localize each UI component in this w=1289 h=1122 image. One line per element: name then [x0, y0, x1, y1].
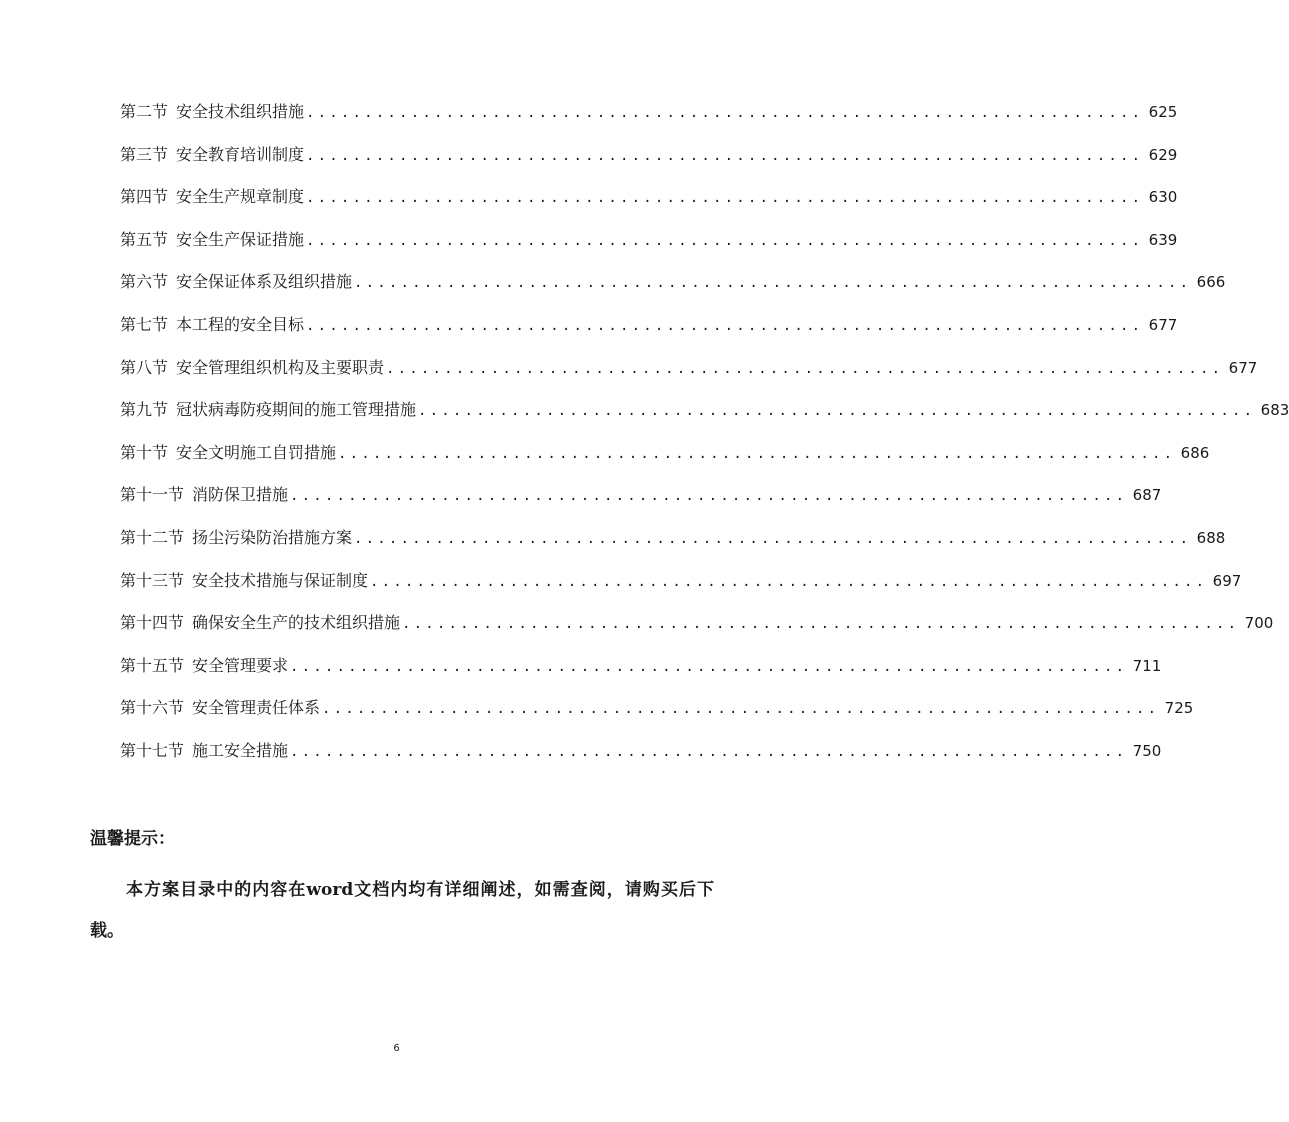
toc-entry[interactable]: [120, 140, 1178, 183]
toc-section-number: 第十三节: [120, 570, 185, 590]
tip-heading: 温馨提示：: [90, 829, 175, 849]
toc-leader-dots: ........................................................................: [306, 105, 1144, 121]
toc-leader-dots: ........................................................................: [338, 445, 1176, 462]
toc-entry[interactable]: [120, 608, 1274, 651]
toc-title: 安全管理要求: [192, 655, 289, 675]
toc-title: 确保安全生产的技术组织措施: [192, 613, 401, 633]
toc-page-number: 700: [1244, 614, 1274, 633]
toc-page-number: 666: [1196, 273, 1226, 292]
toc-title: 安全生产规章制度: [176, 187, 305, 207]
toc-page-number: 629: [1148, 145, 1178, 164]
toc-entry[interactable]: [120, 693, 1194, 736]
toc-page-number: 630: [1148, 188, 1178, 207]
page-number: 6: [393, 1043, 400, 1054]
toc-title: 安全技术组织措施: [176, 102, 305, 121]
toc-title: 安全管理组织机构及主要职责: [176, 357, 385, 377]
toc-entry[interactable]: [120, 97, 1178, 140]
toc-page-number: 725: [1164, 699, 1194, 718]
toc-section-number: 第十一节: [120, 485, 185, 505]
toc-page-number: 711: [1132, 656, 1162, 675]
toc-leader-dots: ........................................................................: [354, 530, 1192, 547]
toc-section-number: 第十五节: [120, 655, 185, 675]
toc-page-number: 688: [1196, 528, 1226, 547]
toc-entry[interactable]: [120, 480, 1162, 523]
toc-page-number: 625: [1148, 103, 1178, 121]
toc-section-number: 第八节: [120, 357, 169, 377]
toc-leader-dots: ........................................................................: [322, 701, 1160, 718]
toc-section-number: 第二节: [120, 102, 169, 121]
toc-entry[interactable]: [120, 651, 1162, 694]
toc-leader-dots: ........................................................................: [386, 360, 1224, 377]
toc-leader-dots: ........................................................................: [306, 317, 1144, 334]
toc-entry[interactable]: [120, 267, 1226, 310]
toc-leader-dots: ........................................................................: [306, 232, 1144, 249]
toc-title: 消防保卫措施: [192, 485, 289, 505]
toc-page-number: 683: [1260, 401, 1289, 420]
toc-page-number: 687: [1132, 486, 1162, 505]
toc-section-number: 第十六节: [120, 698, 185, 718]
toc-title: 施工安全措施: [192, 740, 289, 760]
toc-entry[interactable]: [120, 566, 1242, 609]
toc-leader-dots: ........................................................................: [418, 403, 1256, 420]
toc-title: 安全管理责任体系: [192, 698, 321, 718]
toc-leader-dots: ........................................................................: [290, 488, 1128, 505]
toc-title: 安全文明施工自罚措施: [176, 442, 337, 462]
toc-entry[interactable]: [120, 523, 1226, 566]
toc-section-number: 第五节: [120, 229, 169, 249]
toc-entry[interactable]: [120, 438, 1210, 481]
toc-leader-dots: ........................................................................: [370, 573, 1208, 590]
toc-section-number: 第四节: [120, 187, 169, 207]
toc-title: 本工程的安全目标: [176, 314, 305, 334]
toc-title: 安全保证体系及组织措施: [176, 272, 353, 292]
toc-section-number: 第三节: [120, 144, 169, 164]
toc-leader-dots: ........................................................................: [354, 275, 1192, 292]
tip-body: 本方案目录中的内容在word文档内均有详细阐述，如需查阅，请购买后下载。: [90, 880, 714, 941]
toc-leader-dots: ........................................................................: [290, 743, 1128, 760]
toc-entry[interactable]: [120, 225, 1178, 268]
toc-page-number: 686: [1180, 443, 1210, 462]
toc-title: 安全生产保证措施: [176, 229, 305, 249]
toc-section-number: 第十七节: [120, 740, 185, 760]
toc-page-number: 677: [1148, 315, 1178, 334]
toc-title: 扬尘污染防治措施方案: [192, 527, 353, 547]
toc-section-number: 第六节: [120, 272, 169, 292]
toc-section-number: 第十节: [120, 442, 169, 462]
toc-title: 安全教育培训制度: [176, 144, 305, 164]
toc-section-number: 第七节: [120, 314, 169, 334]
toc-entry[interactable]: [120, 182, 1178, 225]
toc-section-number: 第十四节: [120, 613, 185, 633]
toc-section-number: 第九节: [120, 400, 169, 420]
toc-leader-dots: ........................................................................: [402, 616, 1240, 633]
toc-entry[interactable]: [120, 353, 1258, 396]
toc-title: 冠状病毒防疫期间的施工管理措施: [176, 400, 417, 420]
toc-title: 安全技术措施与保证制度: [192, 570, 369, 590]
table-of-contents: [120, 97, 1289, 779]
toc-leader-dots: ........................................................................: [306, 190, 1144, 207]
toc-leader-dots: ........................................................................: [290, 658, 1128, 675]
toc-entry[interactable]: [120, 736, 1162, 779]
toc-entry[interactable]: [120, 310, 1178, 353]
toc-leader-dots: ........................................................................: [306, 147, 1144, 164]
toc-page-number: 697: [1212, 571, 1242, 590]
toc-page-number: 750: [1132, 741, 1162, 760]
toc-page-number: 639: [1148, 230, 1178, 249]
toc-section-number: 第十二节: [120, 527, 185, 547]
toc-page-number: 677: [1228, 358, 1258, 377]
toc-entry[interactable]: [120, 395, 1289, 438]
